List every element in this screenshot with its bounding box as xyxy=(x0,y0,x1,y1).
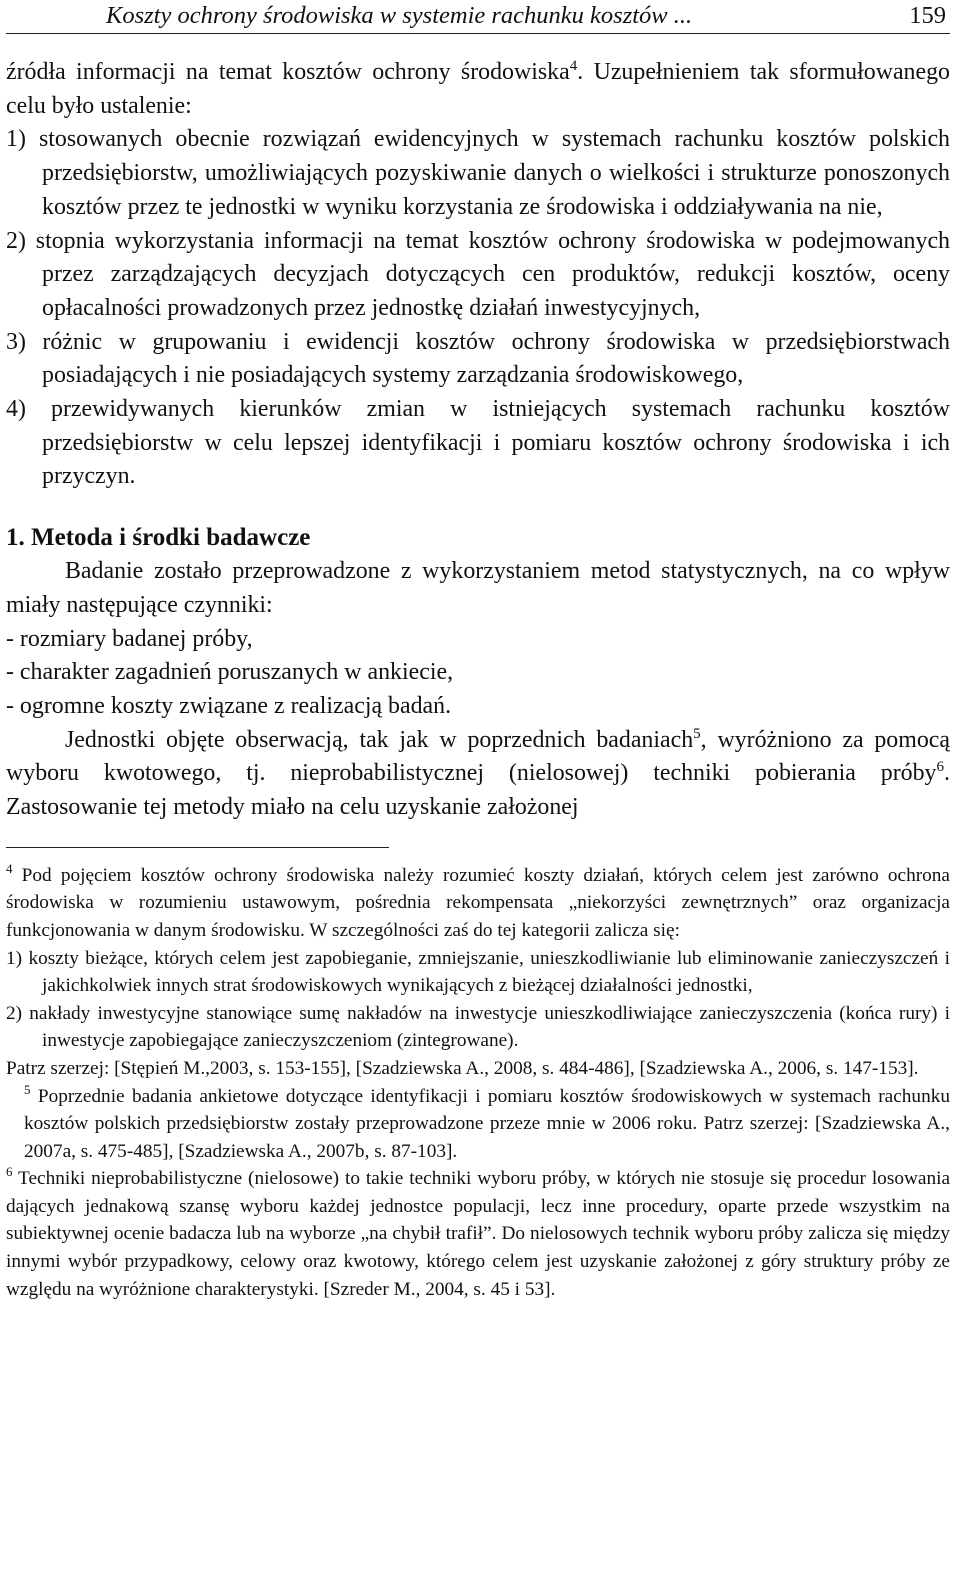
footnote-number-4: 4 xyxy=(6,860,13,876)
footnote-4: $^4$ Pod pojęciem kosztów ochrony środowiska należy rozumieć koszty działań, których celem jest zarówno ochrona środowiska w rozumieniu ustawowym, pośrednia rekompensata „niekorzyści zewnętrznych” oraz organizacja funkcjonowania w danym środowisku. W szczególności zaś do tej kategorii zalicza się: xyxy=(6,860,950,941)
footnote-number-6: 6 xyxy=(6,1164,13,1180)
objective-item-2: 2) stopnia wykorzystania informacji na temat kosztów ochrony środowiska w podejmowanych przez zarządzających decyzjach dotyczących cen produktów, redukcji kosztów, oceny opłacalności prowadzonych przez jednostkę działań inwestycyjnych, xyxy=(6,227,950,321)
footnote-number-5: 5 xyxy=(24,1081,31,1097)
footnote-5: $^5$ Poprzednie badania ankietowe dotyczące identyfikacji i pomiaru kosztów środowiskowych w systemach rachunku kosztów polskich przedsiębiorstw zostały przeprowadzone przeze mnie w 2006 roku. Patrz szerzej: [Szadziewska A., 2007a, s. 475-485], [Szadziewska A., 2007b, s. 87-103]. xyxy=(24,1081,950,1162)
document-page xyxy=(6,0,950,1303)
factor-item-3: - ogromne koszty związane z realizacją badań. xyxy=(6,692,452,719)
sampling-paragraph: Jednostki objęte obserwacją, tak jak w poprzednich badaniach$^5$, wyróżniono za pomocą wyboru kwotowego, tj. nieprobabilistycznej (nielosowej) techniki pobierania próby$^6$. Zastosowanie tej metody miało na celu uzyskanie założonej xyxy=(6,725,950,821)
footnote-4-item-2: 2) nakłady inwestycyjne stanowiące sumę nakładów na inwestycje unieszkodliwiające zanieczyszczenia (końca rury) i inwestycje zapobiegające zanieczyszczeniom (zintegrowane). xyxy=(6,1002,950,1052)
section-heading: 1. Metoda i środki badawcze xyxy=(6,524,311,552)
footnote-separator xyxy=(6,847,389,848)
intro-paragraph: źródła informacji na temat kosztów ochrony środowiska$^4$. Uzupełnieniem tak sformułowanego celu było ustalenie: xyxy=(6,58,950,119)
method-paragraph: Badanie zostało przeprowadzone z wykorzystaniem metod statystycznych, na co wpływ miały następujące czynniki: xyxy=(6,558,950,618)
footnote-ref-5[interactable]: 5 xyxy=(693,725,701,742)
footnotes xyxy=(6,862,950,1304)
running-title: Koszty ochrony środowiska w systemie rachunku kosztów ... xyxy=(106,2,693,29)
objective-item-1: 1) stosowanych obecnie rozwiązań ewidencyjnych w systemach rachunku kosztów polskich przedsiębiorstw, umożliwiających pozyskiwanie danych o wielkości i strukturze ponoszonych kosztów przez te jednostki w wyniku korzystania ze środowiska i oddziaływania na nie, xyxy=(6,126,950,220)
page-number: 159 xyxy=(909,2,946,29)
footnote-4-item-1: 1) koszty bieżące, których celem jest zapobieganie, zmniejszanie, unieszkodliwianie lub eliminowanie zanieczyszczeń i jakichkolwiek innych strat środowiskowych wynikających z bieżącej działalności jednostki, xyxy=(6,947,950,997)
footnote-4-refs: Patrz szerzej: [Stępień M.,2003, s. 153-155], [Szadziewska A., 2008, s. 484-486], [Szadziewska A., 2006, s. 147-153]. xyxy=(6,1057,919,1079)
main-text xyxy=(6,56,950,825)
objective-item-3: 3) różnic w grupowaniu i ewidencji kosztów ochrony środowiska w przedsiębiorstwach posiadających i nie posiadających systemy zarządzania środowiskowego, xyxy=(6,328,950,389)
footnote-ref-6[interactable]: 6 xyxy=(936,759,945,776)
objective-item-4: 4) przewidywanych kierunków zmian w istniejących systemach rachunku kosztów przedsiębiorstw w celu lepszej identyfikacji i pomiaru kosztów ochrony środowiska i ich przyczyn. xyxy=(6,396,950,490)
footnote-ref-4[interactable]: 4 xyxy=(569,58,578,74)
footnote-6: $^6$ Techniki nieprobabilistyczne (nielosowe) to takie techniki wyboru próby, w których nie stosuje się procedur losowania dających jednakową szansę wyboru każdej jednostce populacji, lecz inne procedury, oparte przede wszystkim na subiektywnej ocenie badacza lub na wyborze „na chybił trafił”. Do nielosowych technik wyboru próby zalicza się między innymi wybór przypadkowy, celowy oraz kwotowy, którego celem jest uzyskanie założonej z góry struktury próby ze względu na wyróżnione charakterystyki. [Szreder M., 2004, s. 45 i 53]. xyxy=(6,1164,950,1300)
factor-item-1: - rozmiary badanej próby, xyxy=(6,625,253,652)
factor-item-2: - charakter zagadnień poruszanych w ankiecie, xyxy=(6,659,454,686)
running-header xyxy=(6,0,950,34)
